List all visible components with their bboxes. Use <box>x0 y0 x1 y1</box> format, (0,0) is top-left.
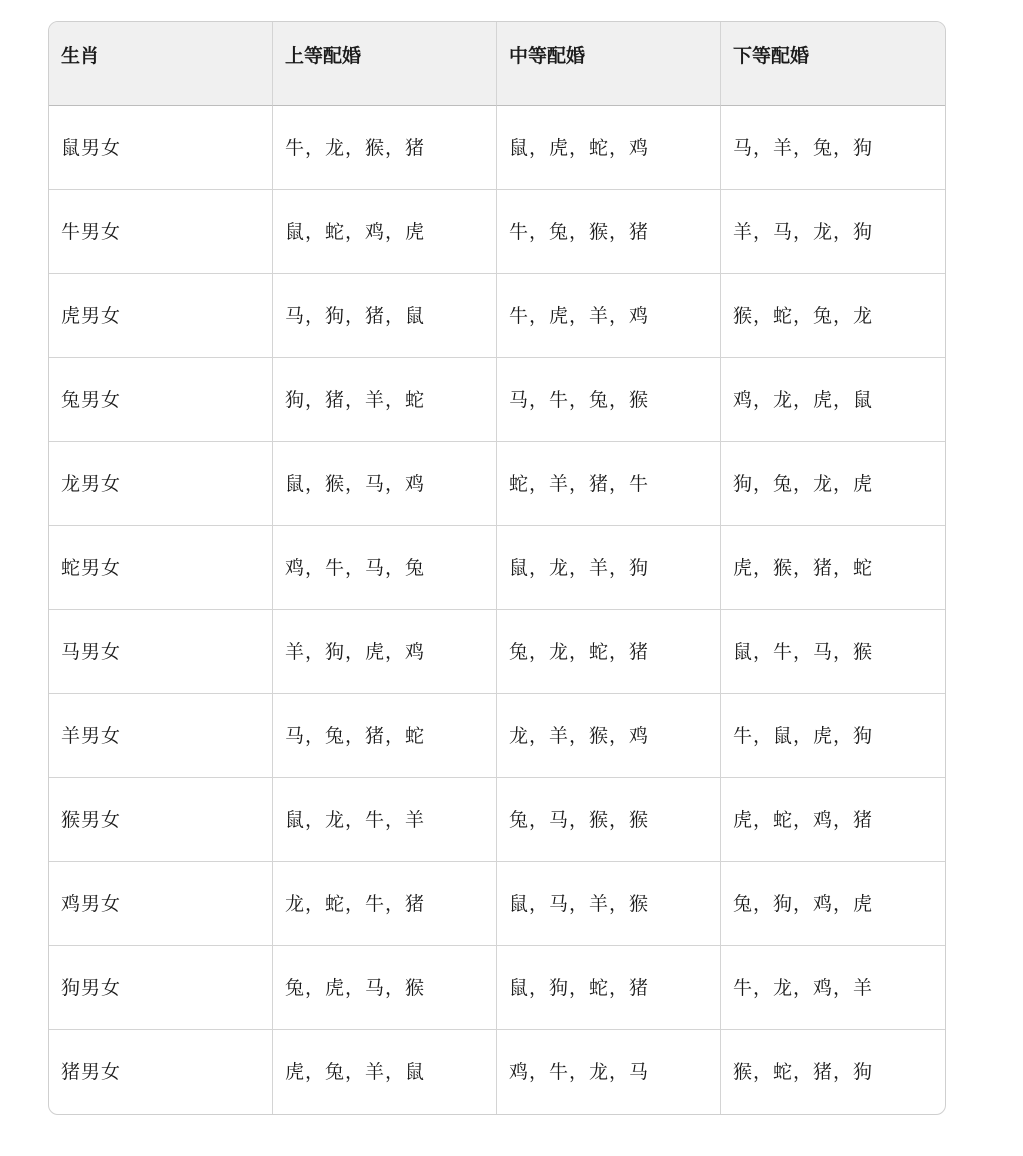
best-match-cell: 鼠，龙，牛，羊 <box>273 778 497 862</box>
header-row <box>49 22 945 106</box>
table-row <box>49 778 945 862</box>
zodiac-cell: 猪男女 <box>49 1030 273 1114</box>
poor-match-cell: 虎，蛇，鸡，猪 <box>721 778 945 862</box>
zodiac-cell: 羊男女 <box>49 694 273 778</box>
poor-match-cell: 马，羊，兔，狗 <box>721 106 945 190</box>
table-header <box>49 22 945 106</box>
table-row <box>49 526 945 610</box>
zodiac-cell: 龙男女 <box>49 442 273 526</box>
medium-match-cell: 鼠，狗，蛇，猪 <box>497 946 721 1030</box>
table-row <box>49 1030 945 1114</box>
zodiac-cell: 虎男女 <box>49 274 273 358</box>
table-row <box>49 274 945 358</box>
table-row <box>49 862 945 946</box>
zodiac-marriage-table <box>48 21 946 1115</box>
best-match-cell: 牛，龙，猴，猪 <box>273 106 497 190</box>
best-match-cell: 羊，狗，虎，鸡 <box>273 610 497 694</box>
medium-match-cell: 兔，马，猴，猴 <box>497 778 721 862</box>
poor-match-cell: 猴，蛇，猪，狗 <box>733 1061 874 1083</box>
zodiac-cell: 兔男女 <box>49 358 273 442</box>
medium-match-cell: 鼠，龙，羊，狗 <box>497 526 721 610</box>
table-row <box>49 694 945 778</box>
zodiac-cell: 狗男女 <box>49 946 273 1030</box>
table-row <box>49 610 945 694</box>
table-body <box>49 106 945 1114</box>
best-match-cell: 鸡，牛，马，兔 <box>273 526 497 610</box>
medium-match-cell: 兔，龙，蛇，猪 <box>497 610 721 694</box>
poor-match-cell: 虎，猴，猪，蛇 <box>721 526 945 610</box>
medium-match-cell: 龙，羊，猴，鸡 <box>497 694 721 778</box>
poor-match-cell: 兔，狗，鸡，虎 <box>721 862 945 946</box>
poor-match-cell: 狗，兔，龙，虎 <box>721 442 945 526</box>
poor-match-cell: 牛，鼠，虎，狗 <box>721 694 945 778</box>
medium-match-cell: 鸡，牛，龙，马 <box>497 1030 721 1114</box>
table-row <box>49 106 945 190</box>
poor-match-cell: 猴，蛇，兔，龙 <box>721 274 945 358</box>
best-match-cell: 虎，兔，羊，鼠 <box>273 1030 497 1114</box>
best-match-cell: 鼠，猴，马，鸡 <box>273 442 497 526</box>
best-match-cell: 马，兔，猪，蛇 <box>273 694 497 778</box>
table-row <box>49 190 945 274</box>
medium-match-cell: 鼠，马，羊，猴 <box>497 862 721 946</box>
medium-match-cell: 蛇，羊，猪，牛 <box>497 442 721 526</box>
header-poor-match: 下等配婚 <box>721 22 945 106</box>
zodiac-cell: 鼠男女 <box>49 106 273 190</box>
best-match-cell: 鼠，蛇，鸡，虎 <box>273 190 497 274</box>
best-match-cell: 兔，虎，马，猴 <box>273 946 497 1030</box>
zodiac-cell: 蛇男女 <box>49 526 273 610</box>
table-row <box>49 442 945 526</box>
poor-match-cell: 鼠，牛，马，猴 <box>721 610 945 694</box>
table-row <box>49 946 945 1030</box>
medium-match-cell: 鼠，虎，蛇，鸡 <box>497 106 721 190</box>
best-match-cell: 狗，猪，羊，蛇 <box>273 358 497 442</box>
header-best-match: 上等配婚 <box>273 22 497 106</box>
medium-match-cell: 牛，兔，猴，猪 <box>497 190 721 274</box>
zodiac-cell: 猴男女 <box>49 778 273 862</box>
zodiac-cell: 牛男女 <box>49 190 273 274</box>
poor-match-cell: 鸡，龙，虎，鼠 <box>721 358 945 442</box>
medium-match-cell: 马，牛，兔，猴 <box>497 358 721 442</box>
poor-match-cell: 羊，马，龙，狗 <box>721 190 945 274</box>
best-match-cell: 龙，蛇，牛，猪 <box>273 862 497 946</box>
table-row <box>49 358 945 442</box>
table-container <box>48 21 944 1115</box>
zodiac-cell: 马男女 <box>49 610 273 694</box>
header-medium-match: 中等配婚 <box>497 22 721 106</box>
best-match-cell: 马，狗，猪，鼠 <box>273 274 497 358</box>
poor-match-cell: 牛，龙，鸡，羊 <box>721 946 945 1030</box>
header-zodiac: 生肖 <box>49 22 273 106</box>
zodiac-cell: 鸡男女 <box>49 862 273 946</box>
medium-match-cell: 牛，虎，羊，鸡 <box>497 274 721 358</box>
